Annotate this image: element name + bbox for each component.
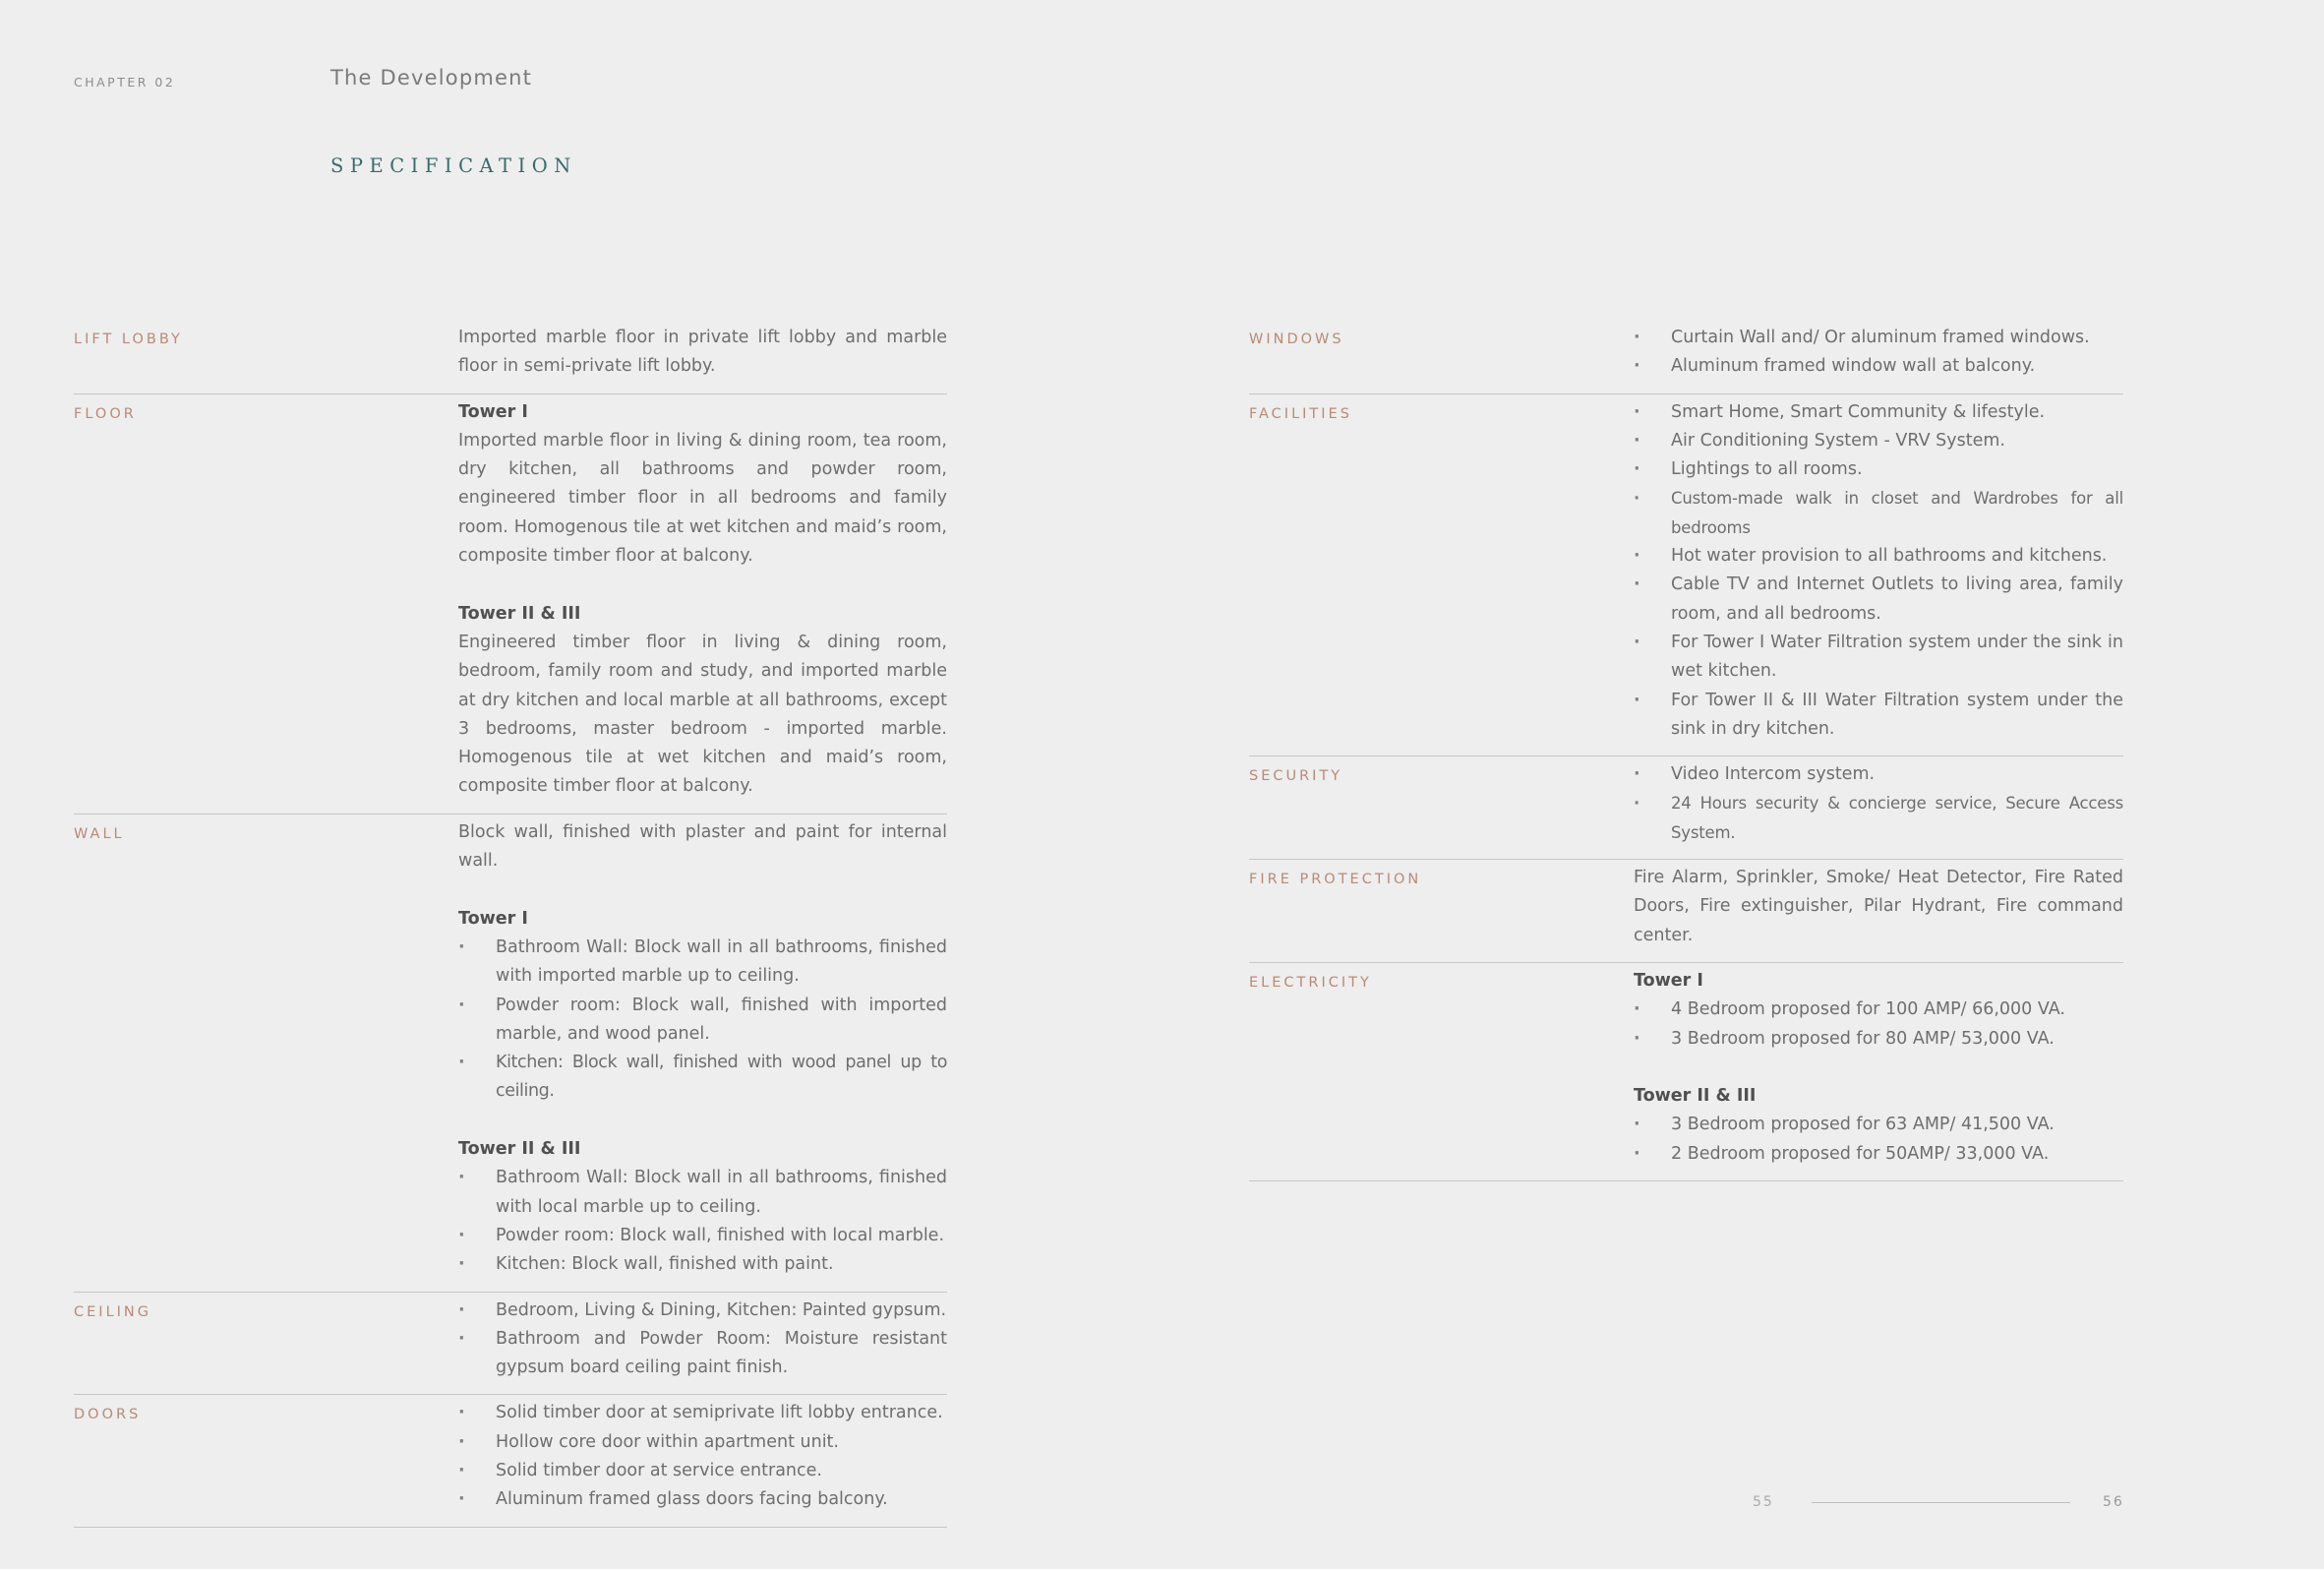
row-content xyxy=(458,320,947,393)
spec-row-fire-protection xyxy=(1249,860,2123,963)
spec-row-floor xyxy=(74,394,947,815)
spec-row-lift-lobby xyxy=(74,320,947,394)
subheading-tower-1: Tower I xyxy=(458,401,528,422)
windows-list xyxy=(1634,324,2123,382)
list-item: · Cable TV and Internet Outlets to living area, family room, and all bedrooms. xyxy=(1634,571,2123,629)
list-item: · Bathroom Wall: Block wall in all bathrooms, finished with local marble up to ceiling. xyxy=(458,1164,947,1222)
spec-row-electricity xyxy=(1249,963,2123,1181)
subheading-tower-1: Tower I xyxy=(458,908,528,929)
ceiling-list xyxy=(458,1297,947,1383)
list-item: · Powder room: Block wall, finished with local marble. xyxy=(458,1222,947,1250)
row-label: WALL xyxy=(74,825,125,842)
row-content xyxy=(458,815,947,1292)
wall-tower-1-list xyxy=(458,934,947,1107)
row-content xyxy=(1634,320,2123,393)
spec-row-ceiling xyxy=(74,1293,947,1396)
list-item: · Bathroom Wall: Block wall in all bathrooms, finished with imported marble up to ceiling. xyxy=(458,934,947,992)
row-label: FIRE PROTECTION xyxy=(1249,872,1422,888)
row-content xyxy=(1634,756,2123,859)
list-item: · Custom-made walk in closet and Wardrobes for all bedrooms xyxy=(1634,484,2123,542)
subheading-tower-2-3: Tower II & III xyxy=(458,1139,581,1160)
list-item: · Bedroom, Living & Dining, Kitchen: Painted gypsum. xyxy=(458,1297,947,1325)
row-content xyxy=(1634,963,2123,1180)
security-list xyxy=(1634,760,2123,847)
fire-protection-text: Fire Alarm, Sprinkler, Smoke/ Heat Detector, Fire Rated Doors, Fire extinguisher, Pilar Hydrant, Fire command center. xyxy=(1634,868,2123,945)
list-item: · Kitchen: Block wall, finished with wood panel up to ceiling. xyxy=(458,1049,947,1107)
list-item: · Video Intercom system. xyxy=(1634,760,2123,789)
list-item: · Solid timber door at service entrance. xyxy=(458,1457,947,1485)
page-title: The Development xyxy=(330,66,533,90)
list-item: · Powder room: Block wall, finished with imported marble, and wood panel. xyxy=(458,992,947,1050)
spec-row-wall xyxy=(74,815,947,1293)
row-label: ELECTRICITY xyxy=(1249,974,1372,991)
electricity-tower-1-list xyxy=(1634,996,2123,1054)
list-item: · Bathroom and Powder Room: Moisture resistant gypsum board ceiling paint finish. xyxy=(458,1325,947,1383)
wall-tower-2-3-list xyxy=(458,1164,947,1279)
list-item: · Lightings to all rooms. xyxy=(1634,455,2123,484)
spec-row-windows xyxy=(1249,320,2123,394)
row-label: SECURITY xyxy=(1249,768,1343,785)
list-item: · Aluminum framed glass doors facing balcony. xyxy=(458,1485,947,1514)
page-number-right: 56 xyxy=(2103,1494,2124,1510)
row-label: DOORS xyxy=(74,1407,142,1423)
list-item: · 24 Hours security & concierge service, Secure Access System. xyxy=(1634,789,2123,847)
list-item: · Hot water provision to all bathrooms and kitchens. xyxy=(1634,542,2123,571)
subheading-tower-2-3: Tower II & III xyxy=(458,603,581,624)
list-item: · Kitchen: Block wall, finished with paint. xyxy=(458,1250,947,1279)
section-heading: SPECIFICATION xyxy=(330,154,577,177)
list-item: · Curtain Wall and/ Or aluminum framed windows. xyxy=(1634,324,2123,352)
row-content xyxy=(1634,394,2123,756)
list-item: · 3 Bedroom proposed for 63 AMP/ 41,500 VA. xyxy=(1634,1111,2123,1139)
row-content xyxy=(458,1395,947,1526)
list-item: · For Tower II & III Water Filtration system under the sink in dry kitchen. xyxy=(1634,687,2123,745)
wall-intro-text: Block wall, finished with plaster and paint for internal wall. xyxy=(458,821,947,872)
doors-list xyxy=(458,1399,947,1514)
row-label: CEILING xyxy=(74,1303,151,1320)
row-label: FLOOR xyxy=(74,405,137,422)
footer-divider xyxy=(1812,1502,2070,1503)
list-item: · 4 Bedroom proposed for 100 AMP/ 66,000 VA. xyxy=(1634,996,2123,1024)
spec-row-security xyxy=(1249,756,2123,860)
chapter-label: CHAPTER 02 xyxy=(74,75,176,90)
row-content xyxy=(458,1293,947,1395)
list-item: · Smart Home, Smart Community & lifestyle. xyxy=(1634,398,2123,427)
row-content xyxy=(458,394,947,814)
page-number-left: 55 xyxy=(1753,1494,1774,1510)
spec-row-doors xyxy=(74,1395,947,1527)
spec-column-left xyxy=(74,320,947,1528)
lift-lobby-text: Imported marble floor in private lift lobby and marble floor in semi-private lift lobby. xyxy=(458,328,947,377)
floor-tower-1-text: Imported marble floor in living & dining room, tea room, dry kitchen, all bathrooms and powder room, engineered timber floor in all bedrooms and family room. Homogenous tile at wet kitchen and maid’s room, composite timber floor at balcony. xyxy=(458,430,947,567)
spec-row-facilities xyxy=(1249,394,2123,757)
electricity-tower-2-3-list xyxy=(1634,1111,2123,1169)
list-item: · For Tower I Water Filtration system under the sink in wet kitchen. xyxy=(1634,629,2123,687)
list-item: · Hollow core door within apartment unit. xyxy=(458,1428,947,1457)
list-item: · Air Conditioning System - VRV System. xyxy=(1634,427,2123,455)
row-label: WINDOWS xyxy=(1249,332,1344,347)
subheading-tower-1: Tower I xyxy=(1634,970,1703,991)
row-label: LIFT LOBBY xyxy=(74,332,183,347)
list-item: · 2 Bedroom proposed for 50AMP/ 33,000 VA. xyxy=(1634,1140,2123,1169)
floor-tower-2-3-text: Engineered timber floor in living & dining room, bedroom, family room and study, and imported marble at dry kitchen and local marble at all bathrooms, except 3 bedrooms, master bedroom - imported marble. Homogenous tile at wet kitchen and maid’s room, composite timber floor at balcony. xyxy=(458,632,947,797)
subheading-tower-2-3: Tower II & III xyxy=(1634,1086,1757,1107)
list-item: · Aluminum framed window wall at balcony. xyxy=(1634,352,2123,381)
spec-column-right xyxy=(1249,320,2123,1181)
row-content xyxy=(1634,860,2123,962)
facilities-list xyxy=(1634,398,2123,745)
row-label: FACILITIES xyxy=(1249,405,1352,422)
list-item: · 3 Bedroom proposed for 80 AMP/ 53,000 VA. xyxy=(1634,1025,2123,1054)
list-item: · Solid timber door at semiprivate lift lobby entrance. xyxy=(458,1399,947,1427)
